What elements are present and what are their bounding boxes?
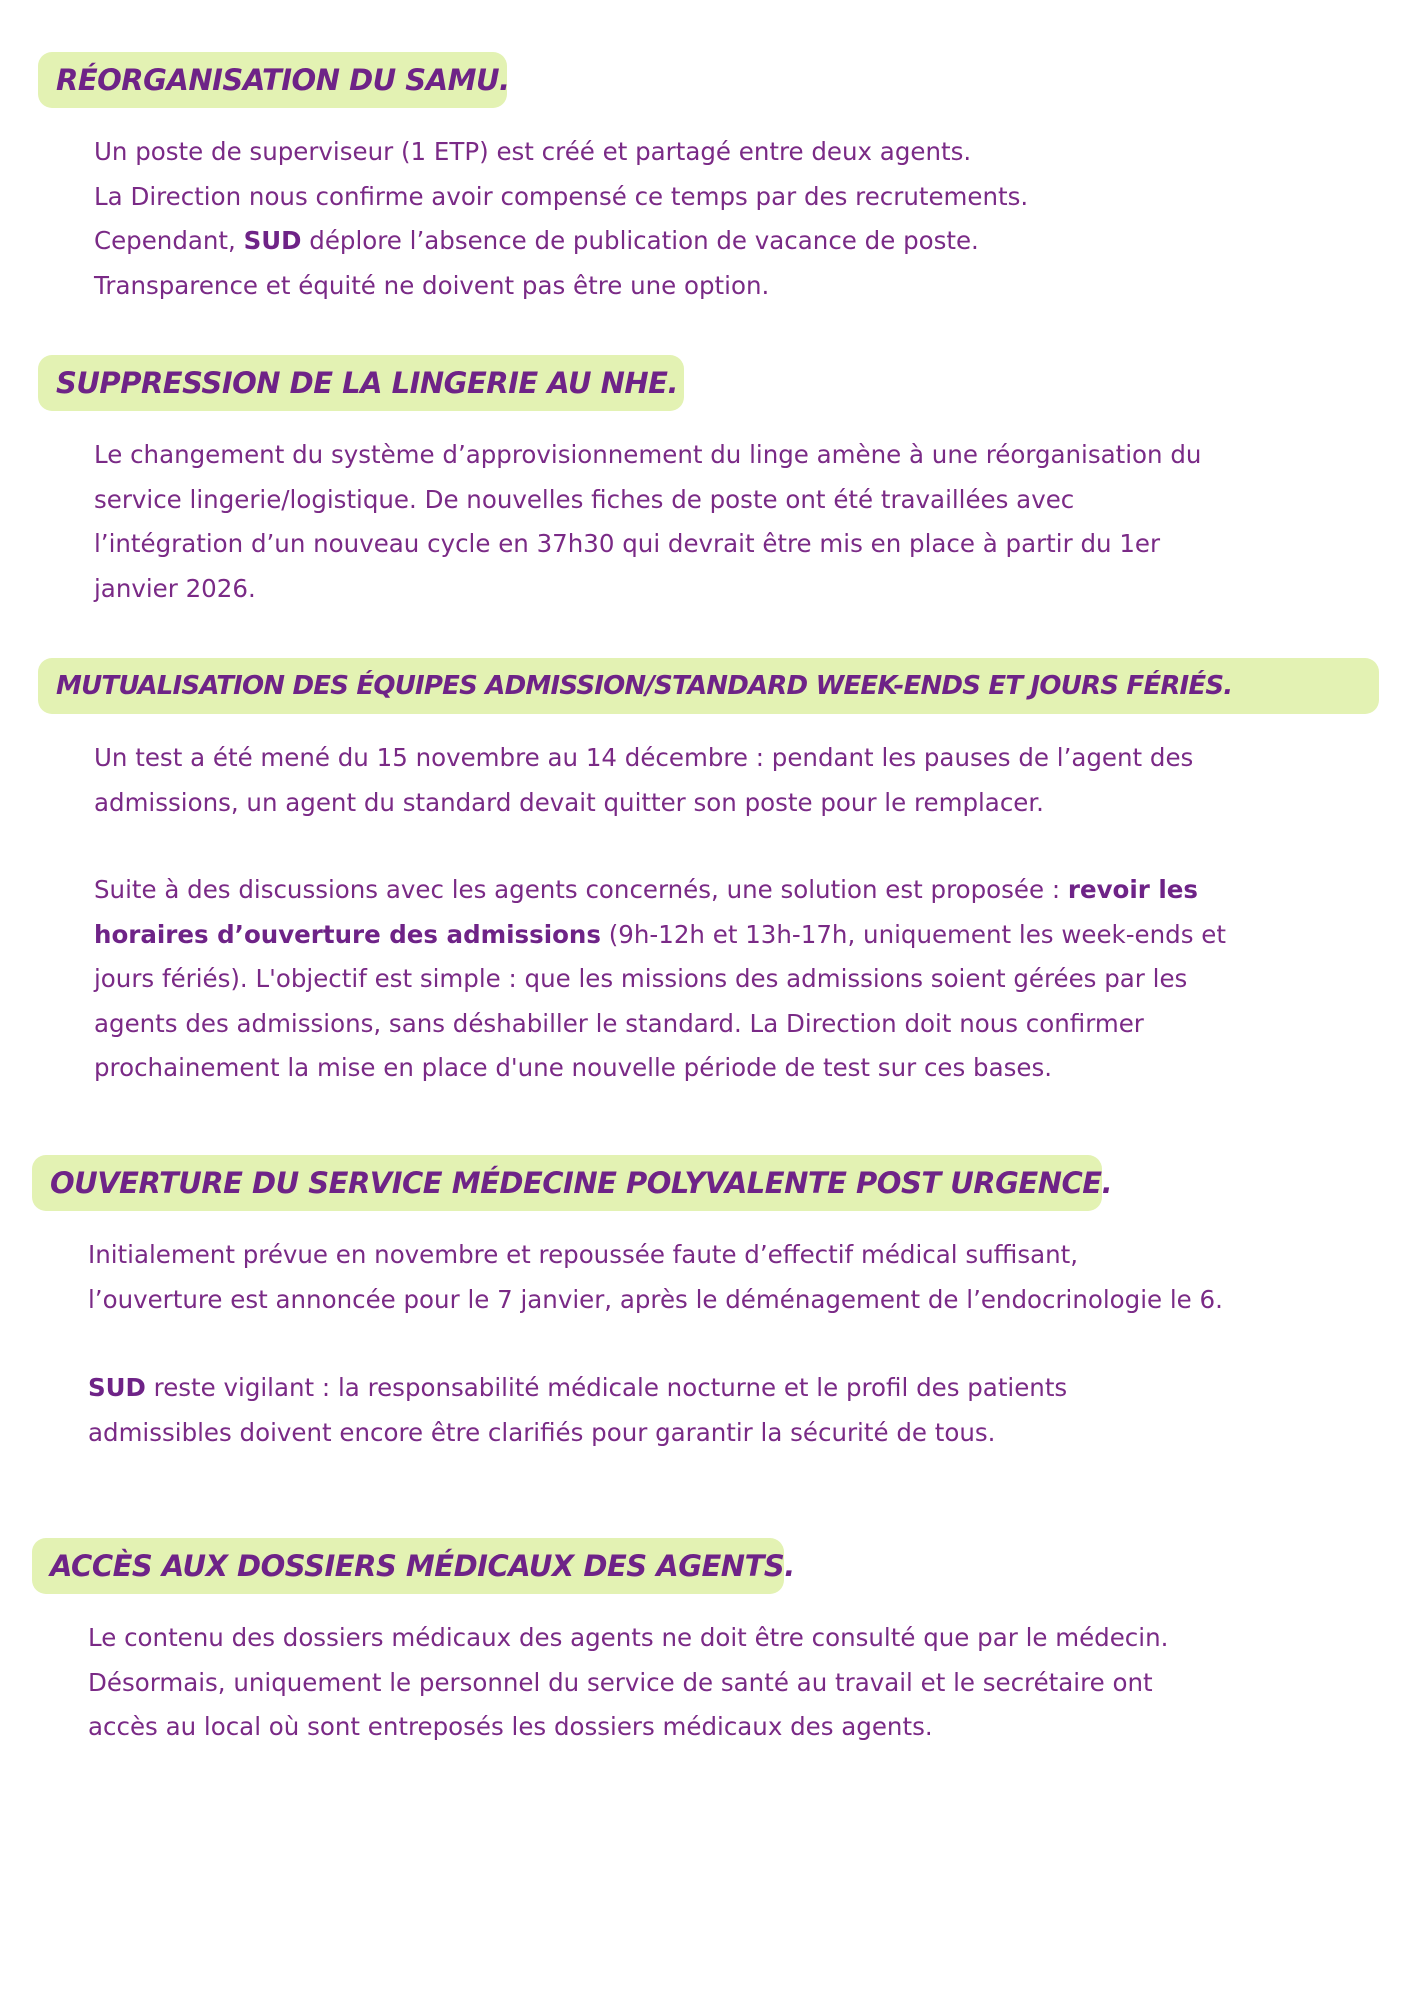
bold-segment: revoir les — [1067, 875, 1198, 904]
text-line: Le changement du système d’approvisionnement du linge amène à une réorganisation du — [94, 440, 1202, 469]
text-segment: Suite à des discussions avec les agents concernés, une solution est proposée : — [94, 875, 1068, 904]
text-line: prochainement la mise en place d'une nouvelle période de test sur ces bases. — [94, 1053, 1053, 1082]
text-segment: déplore l’absence de publication de vacance de poste. — [309, 226, 979, 255]
section-heading-mutualisation: MUTUALISATION DES ÉQUIPES ADMISSION/STANDARD WEEK-ENDS ET JOURS FÉRIÉS. — [38, 658, 1379, 714]
section-heading-dossiers: ACCÈS AUX DOSSIERS MÉDICAUX DES AGENTS. — [32, 1538, 784, 1594]
bold-segment: horaires d’ouverture des admissions — [94, 919, 601, 949]
text-line: Un test a été mené du 15 novembre au 14 décembre : pendant les pauses de l’agent des — [94, 743, 1194, 772]
text-line: accès au local où sont entreposés les dossiers médicaux des agents. — [88, 1712, 933, 1741]
text-line — [94, 868, 1364, 913]
text-line: service lingerie/logistique. De nouvelles fiches de poste ont été travaillées avec — [94, 484, 1075, 514]
section-body-samu — [94, 130, 1364, 308]
section-heading-medecine: OUVERTURE DU SERVICE MÉDECINE POLYVALENTE POST URGENCE. — [32, 1155, 1102, 1211]
text-line — [94, 219, 1364, 264]
text-line: agents des admissions, sans déshabiller le standard. La Direction doit nous confirmer — [94, 1008, 1144, 1038]
text-line: La Direction nous confirme avoir compensé ce temps par des recrutements. — [94, 181, 1029, 211]
section-body-mutualisation-2 — [94, 868, 1364, 1091]
text-line: admissions, un agent du standard devait quitter son poste pour le remplacer. — [94, 787, 1044, 817]
text-line: janvier 2026. — [94, 573, 256, 603]
text-line: Transparence et équité ne doivent pas être une option. — [94, 270, 770, 300]
section-body-dossiers — [88, 1616, 1358, 1750]
text-line: admissibles doivent encore être clarifiés pour garantir la sécurité de tous. — [88, 1417, 996, 1447]
text-line: Le contenu des dossiers médicaux des agents ne doit être consulté que par le médecin. — [88, 1623, 1169, 1652]
section-body-mutualisation-1 — [94, 736, 1364, 825]
section-heading-lingerie: SUPPRESSION DE LA LINGERIE AU NHE. — [38, 355, 684, 411]
text-line: l’ouverture est annoncée pour le 7 janvier, après le déménagement de l’endocrinologie le 6. — [88, 1284, 1223, 1314]
text-line: jours fériés). L'objectif est simple : que les missions des admissions soient gérées par les — [94, 964, 1188, 993]
text-line: Un poste de superviseur (1 ETP) est créé et partagé entre deux agents. — [94, 137, 972, 166]
text-segment: reste vigilant : la responsabilité médicale nocturne et le profil des patients — [145, 1373, 1068, 1402]
text-line — [88, 1366, 1358, 1411]
sud-bold: SUD — [243, 226, 302, 255]
text-line: Désormais, uniquement le personnel du service de santé au travail et le secrétaire ont — [88, 1667, 1153, 1697]
section-body-medecine-1 — [88, 1233, 1358, 1322]
text-line — [94, 913, 1364, 958]
text-segment: (9h-12h et 13h-17h, uniquement les week-ends et — [600, 919, 1226, 949]
text-line: Initialement prévue en novembre et repoussée faute d’effectif médical suffisant, — [88, 1240, 1079, 1269]
text-segment: Cependant, — [94, 226, 244, 255]
text-line: l’intégration d’un nouveau cycle en 37h30 qui devrait être mis en place à partir du 1er — [94, 529, 1161, 558]
section-heading-samu: RÉORGANISATION DU SAMU. — [38, 52, 507, 108]
section-body-lingerie — [94, 433, 1364, 611]
section-body-medecine-2 — [88, 1366, 1358, 1455]
sud-bold: SUD — [88, 1373, 146, 1402]
